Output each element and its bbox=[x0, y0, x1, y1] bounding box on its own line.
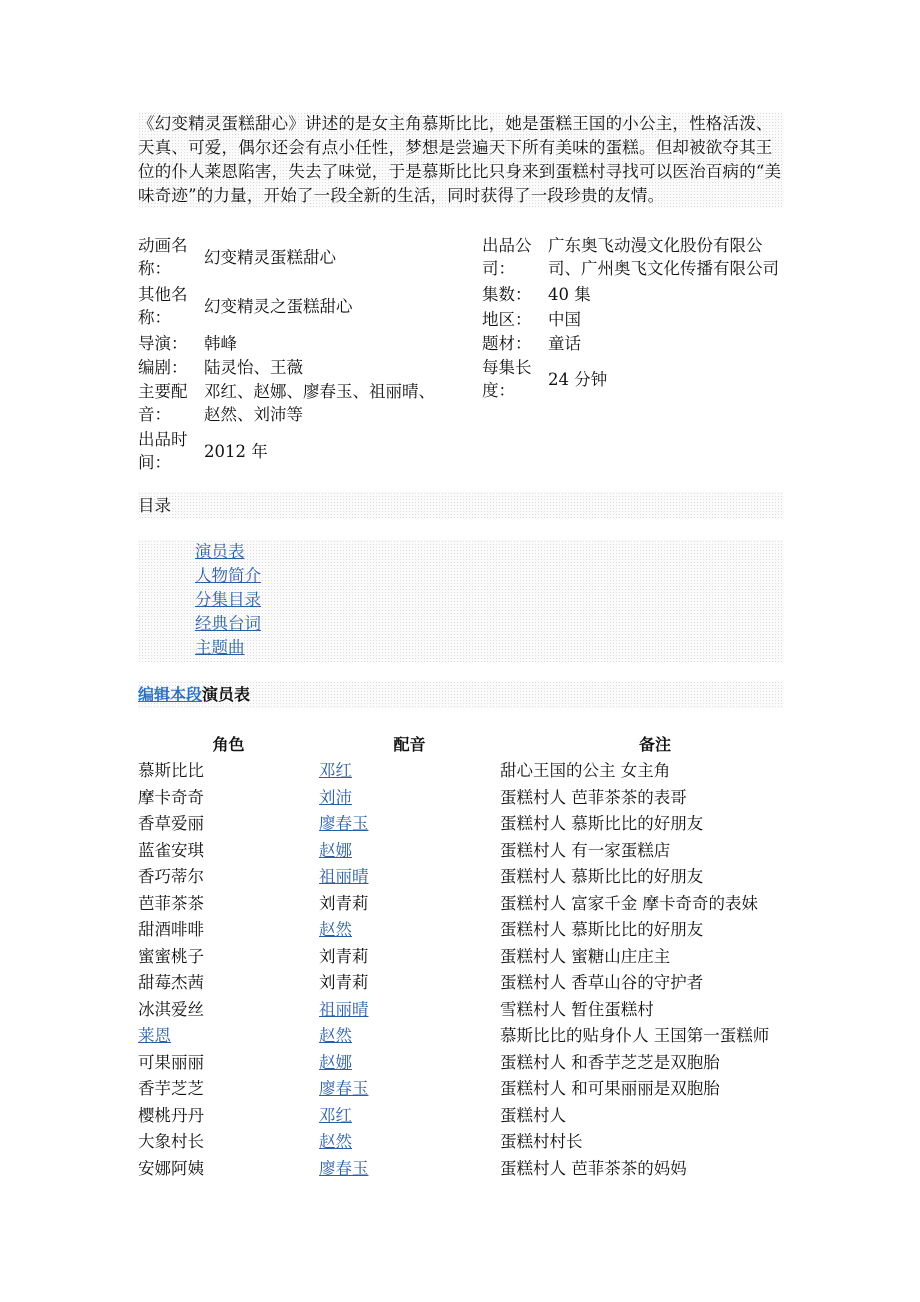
voice-link[interactable]: 赵娜 bbox=[319, 840, 352, 860]
toc-title: 目录 bbox=[138, 492, 784, 519]
role-cell: 慕斯比比 bbox=[138, 761, 204, 781]
info-value: 中国 bbox=[548, 309, 581, 329]
role-cell: 樱桃丹丹 bbox=[138, 1105, 204, 1125]
table-row bbox=[138, 756, 810, 783]
table-row bbox=[138, 1127, 810, 1154]
note-cell: 蛋糕村人 蜜糖山庄庄主 bbox=[500, 946, 671, 966]
info-table bbox=[138, 233, 784, 475]
note-cell: 蛋糕村人 慕斯比比的好朋友 bbox=[500, 867, 704, 887]
info-row bbox=[138, 427, 784, 475]
toc-list bbox=[138, 540, 784, 662]
note-cell: 蛋糕村人 芭菲茶茶的妈妈 bbox=[500, 1158, 687, 1178]
note-cell: 蛋糕村人 富家千金 摩卡奇奇的表妹 bbox=[500, 893, 758, 913]
info-key: 导演： bbox=[138, 333, 188, 353]
table-row bbox=[138, 915, 810, 942]
toc-item[interactable] bbox=[195, 612, 784, 636]
info-value: 陆灵怡、王薇 bbox=[204, 357, 303, 377]
table-row bbox=[138, 1074, 810, 1101]
info-value: 童话 bbox=[548, 333, 581, 353]
voice-link[interactable]: 赵然 bbox=[319, 920, 352, 940]
role-cell: 冰淇爱丝 bbox=[138, 999, 204, 1019]
info-key: 其他名称： bbox=[138, 285, 188, 327]
info-value: 幻变精灵之蛋糕甜心 bbox=[204, 296, 353, 316]
table-row bbox=[138, 783, 810, 810]
info-value: 幻变精灵蛋糕甜心 bbox=[204, 247, 336, 267]
table-row bbox=[138, 1048, 810, 1075]
voice-cell: 刘青莉 bbox=[319, 893, 369, 913]
voice-link[interactable]: 邓红 bbox=[319, 761, 352, 781]
note-cell: 蛋糕村人 慕斯比比的好朋友 bbox=[500, 814, 704, 834]
voice-link[interactable]: 廖春玉 bbox=[319, 1158, 369, 1178]
note-cell: 蛋糕村人 芭菲茶茶的表哥 bbox=[500, 787, 687, 807]
info-row bbox=[138, 233, 784, 281]
note-cell: 蛋糕村人 和可果丽丽是双胞胎 bbox=[500, 1079, 720, 1099]
role-cell: 大象村长 bbox=[138, 1132, 204, 1152]
info-key: 每集长度： bbox=[482, 358, 532, 400]
table-row bbox=[138, 995, 810, 1022]
table-row bbox=[138, 836, 810, 863]
toc-item[interactable] bbox=[195, 588, 784, 612]
role-cell: 香巧蒂尔 bbox=[138, 867, 204, 887]
table-row bbox=[138, 1021, 810, 1048]
intro-paragraph: 《幻变精灵蛋糕甜心》讲述的是女主角慕斯比比，她是蛋糕王国的小公主，性格活泼、天真、可爱，偶尔还会有点小任性，梦想是尝遍天下所有美味的蛋糕。但却被欲夺其王位的仆人莱恩陷害，失去了味觉，于是慕斯比比只身来到蛋糕村寻找可以医治百病的“美味奇迹”的力量，开始了一段全新的生活，同时获得了一段珍贵的友情。 bbox=[138, 112, 784, 208]
header-voice: 配音 bbox=[393, 734, 426, 754]
toc-link[interactable]: 经典台词 bbox=[195, 614, 261, 633]
role-cell: 可果丽丽 bbox=[138, 1052, 204, 1072]
voice-link[interactable]: 赵然 bbox=[319, 1132, 352, 1152]
toc-link[interactable]: 分集目录 bbox=[195, 590, 261, 609]
note-cell: 慕斯比比的贴身仆人 王国第一蛋糕师 bbox=[500, 1026, 770, 1046]
toc-link[interactable]: 主题曲 bbox=[195, 638, 245, 657]
info-value: 40 集 bbox=[548, 284, 591, 304]
section-title: 演员表 bbox=[202, 685, 251, 704]
voice-cell: 刘青莉 bbox=[319, 946, 369, 966]
table-row bbox=[138, 889, 810, 916]
note-cell: 蛋糕村人 香草山谷的守护者 bbox=[500, 973, 704, 993]
role-cell: 蜜蜜桃子 bbox=[138, 946, 204, 966]
info-row bbox=[138, 281, 784, 307]
info-row bbox=[138, 355, 784, 379]
toc-item[interactable] bbox=[195, 564, 784, 588]
table-row bbox=[138, 968, 810, 995]
info-value: 24 分钟 bbox=[548, 369, 608, 389]
note-cell: 蛋糕村人 慕斯比比的好朋友 bbox=[500, 920, 704, 940]
toc-link[interactable]: 演员表 bbox=[195, 542, 245, 561]
role-cell: 芭菲茶茶 bbox=[138, 893, 204, 913]
role-cell: 香草爱丽 bbox=[138, 814, 204, 834]
table-row bbox=[138, 1154, 810, 1181]
info-value: 韩峰 bbox=[204, 333, 237, 353]
role-cell: 香芋芝芝 bbox=[138, 1079, 204, 1099]
info-key: 出品公司： bbox=[482, 236, 532, 278]
toc-item[interactable] bbox=[195, 636, 784, 660]
voice-link[interactable]: 赵然 bbox=[319, 1026, 352, 1046]
note-cell: 雪糕村人 暂住蛋糕村 bbox=[500, 999, 654, 1019]
note-cell: 蛋糕村村长 bbox=[500, 1132, 583, 1152]
voice-link[interactable]: 邓红 bbox=[319, 1105, 352, 1125]
cast-table bbox=[138, 730, 810, 1180]
note-cell: 蛋糕村人 和香芋芝芝是双胞胎 bbox=[500, 1052, 720, 1072]
info-key: 编剧： bbox=[138, 357, 188, 377]
info-key: 动画名称： bbox=[138, 236, 188, 278]
role-cell: 摩卡奇奇 bbox=[138, 787, 204, 807]
role-cell: 甜酒啡啡 bbox=[138, 920, 204, 940]
info-key: 集数： bbox=[482, 284, 532, 304]
header-role: 角色 bbox=[212, 734, 245, 754]
info-row bbox=[138, 331, 784, 355]
voice-link[interactable]: 廖春玉 bbox=[319, 1079, 369, 1099]
edit-section-link[interactable]: 编辑本段 bbox=[138, 685, 203, 704]
table-row bbox=[138, 809, 810, 836]
voice-link[interactable]: 刘沛 bbox=[319, 787, 352, 807]
voice-link[interactable]: 祖丽晴 bbox=[319, 867, 369, 887]
voice-link[interactable]: 赵娜 bbox=[319, 1052, 352, 1072]
role-link[interactable]: 莱恩 bbox=[138, 1026, 171, 1046]
table-row bbox=[138, 1101, 810, 1128]
voice-link[interactable]: 廖春玉 bbox=[319, 814, 369, 834]
toc-link[interactable]: 人物简介 bbox=[195, 566, 261, 585]
note-cell: 蛋糕村人 bbox=[500, 1105, 566, 1125]
info-value: 广东奥飞动漫文化股份有限公司、广州奥飞文化传播有限公司 bbox=[548, 236, 779, 278]
table-row bbox=[138, 942, 810, 969]
role-cell: 甜莓杰茜 bbox=[138, 973, 204, 993]
info-key: 题材： bbox=[482, 333, 532, 353]
info-value: 邓红、赵娜、廖春玉、祖丽晴、赵然、刘沛等 bbox=[204, 382, 435, 424]
note-cell: 蛋糕村人 有一家蛋糕店 bbox=[500, 840, 671, 860]
info-key: 出品时间： bbox=[138, 430, 188, 472]
section-heading bbox=[138, 681, 784, 708]
role-cell: 安娜阿姨 bbox=[138, 1158, 204, 1178]
toc-item[interactable] bbox=[195, 540, 784, 564]
voice-link[interactable]: 祖丽晴 bbox=[319, 999, 369, 1019]
info-key: 主要配音： bbox=[138, 382, 188, 424]
info-key: 地区： bbox=[482, 309, 532, 329]
cast-header-row bbox=[138, 730, 810, 756]
table-row bbox=[138, 862, 810, 889]
role-cell: 蓝雀安琪 bbox=[138, 840, 204, 860]
header-note: 备注 bbox=[638, 734, 671, 754]
note-cell: 甜心王国的公主 女主角 bbox=[500, 761, 671, 781]
voice-cell: 刘青莉 bbox=[319, 973, 369, 993]
info-value: 2012 年 bbox=[204, 441, 268, 461]
